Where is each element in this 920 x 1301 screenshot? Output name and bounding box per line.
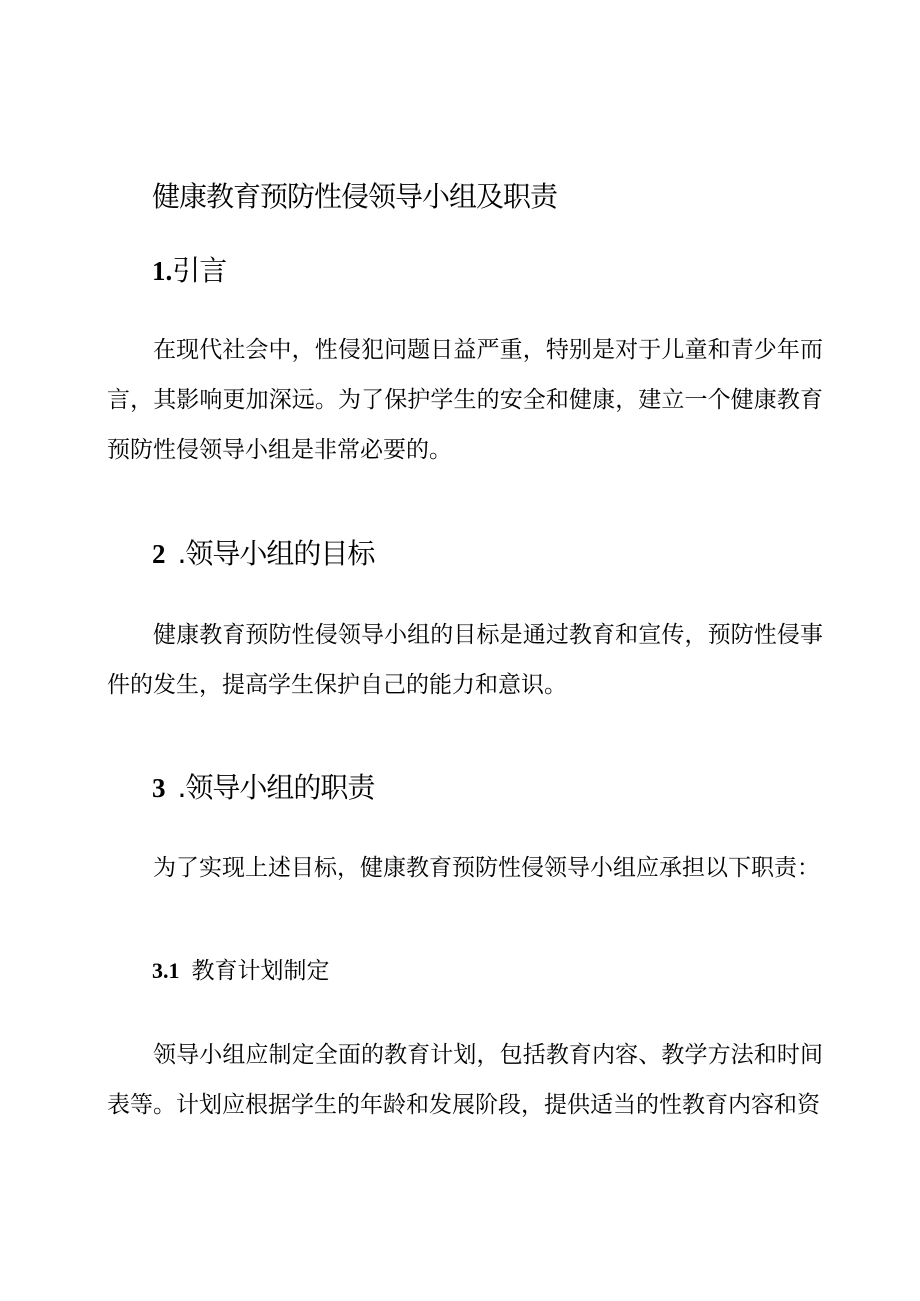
- section-3-title: .领导小组的职责: [177, 771, 375, 804]
- subsection-3-1-paragraph: 领导小组应制定全面的教育计划，包括教育内容、教学方法和时间表等。计划应根据学生的年龄和发展阶段，提供适当的性教育内容和资: [107, 1042, 823, 1118]
- section-1-heading: [152, 254, 226, 288]
- section-1-title: 引言: [172, 254, 227, 287]
- section-2-heading: [152, 537, 374, 571]
- section-2-paragraph: 健康教育预防性侵领导小组的目标是通过教育和宣传，预防性侵事件的发生，提高学生保护自己的能力和意识。: [107, 622, 823, 698]
- section-3-paragraph: 为了实现上述目标，健康教育预防性侵领导小组应承担以下职责：: [153, 855, 820, 881]
- subsection-3-1-number: 3.1: [152, 958, 180, 983]
- document-title: 健康教育预防性侵领导小组及职责: [152, 180, 558, 213]
- section-2-number: 2: [152, 539, 166, 569]
- section-2-title: .领导小组的目标: [177, 537, 375, 570]
- section-1-paragraph: 在现代社会中，性侵犯问题日益严重，特别是对于儿童和青少年而言，其影响更加深远。为了保护学生的安全和健康，建立一个健康教育预防性侵领导小组是非常必要的。: [107, 337, 823, 463]
- section-3-heading: [152, 771, 374, 805]
- subsection-3-1-title: 教育计划制定: [191, 958, 330, 984]
- section-1-number: 1.: [152, 256, 173, 286]
- section-3-number: 3: [152, 773, 166, 803]
- subsection-3-1-heading: [152, 958, 330, 986]
